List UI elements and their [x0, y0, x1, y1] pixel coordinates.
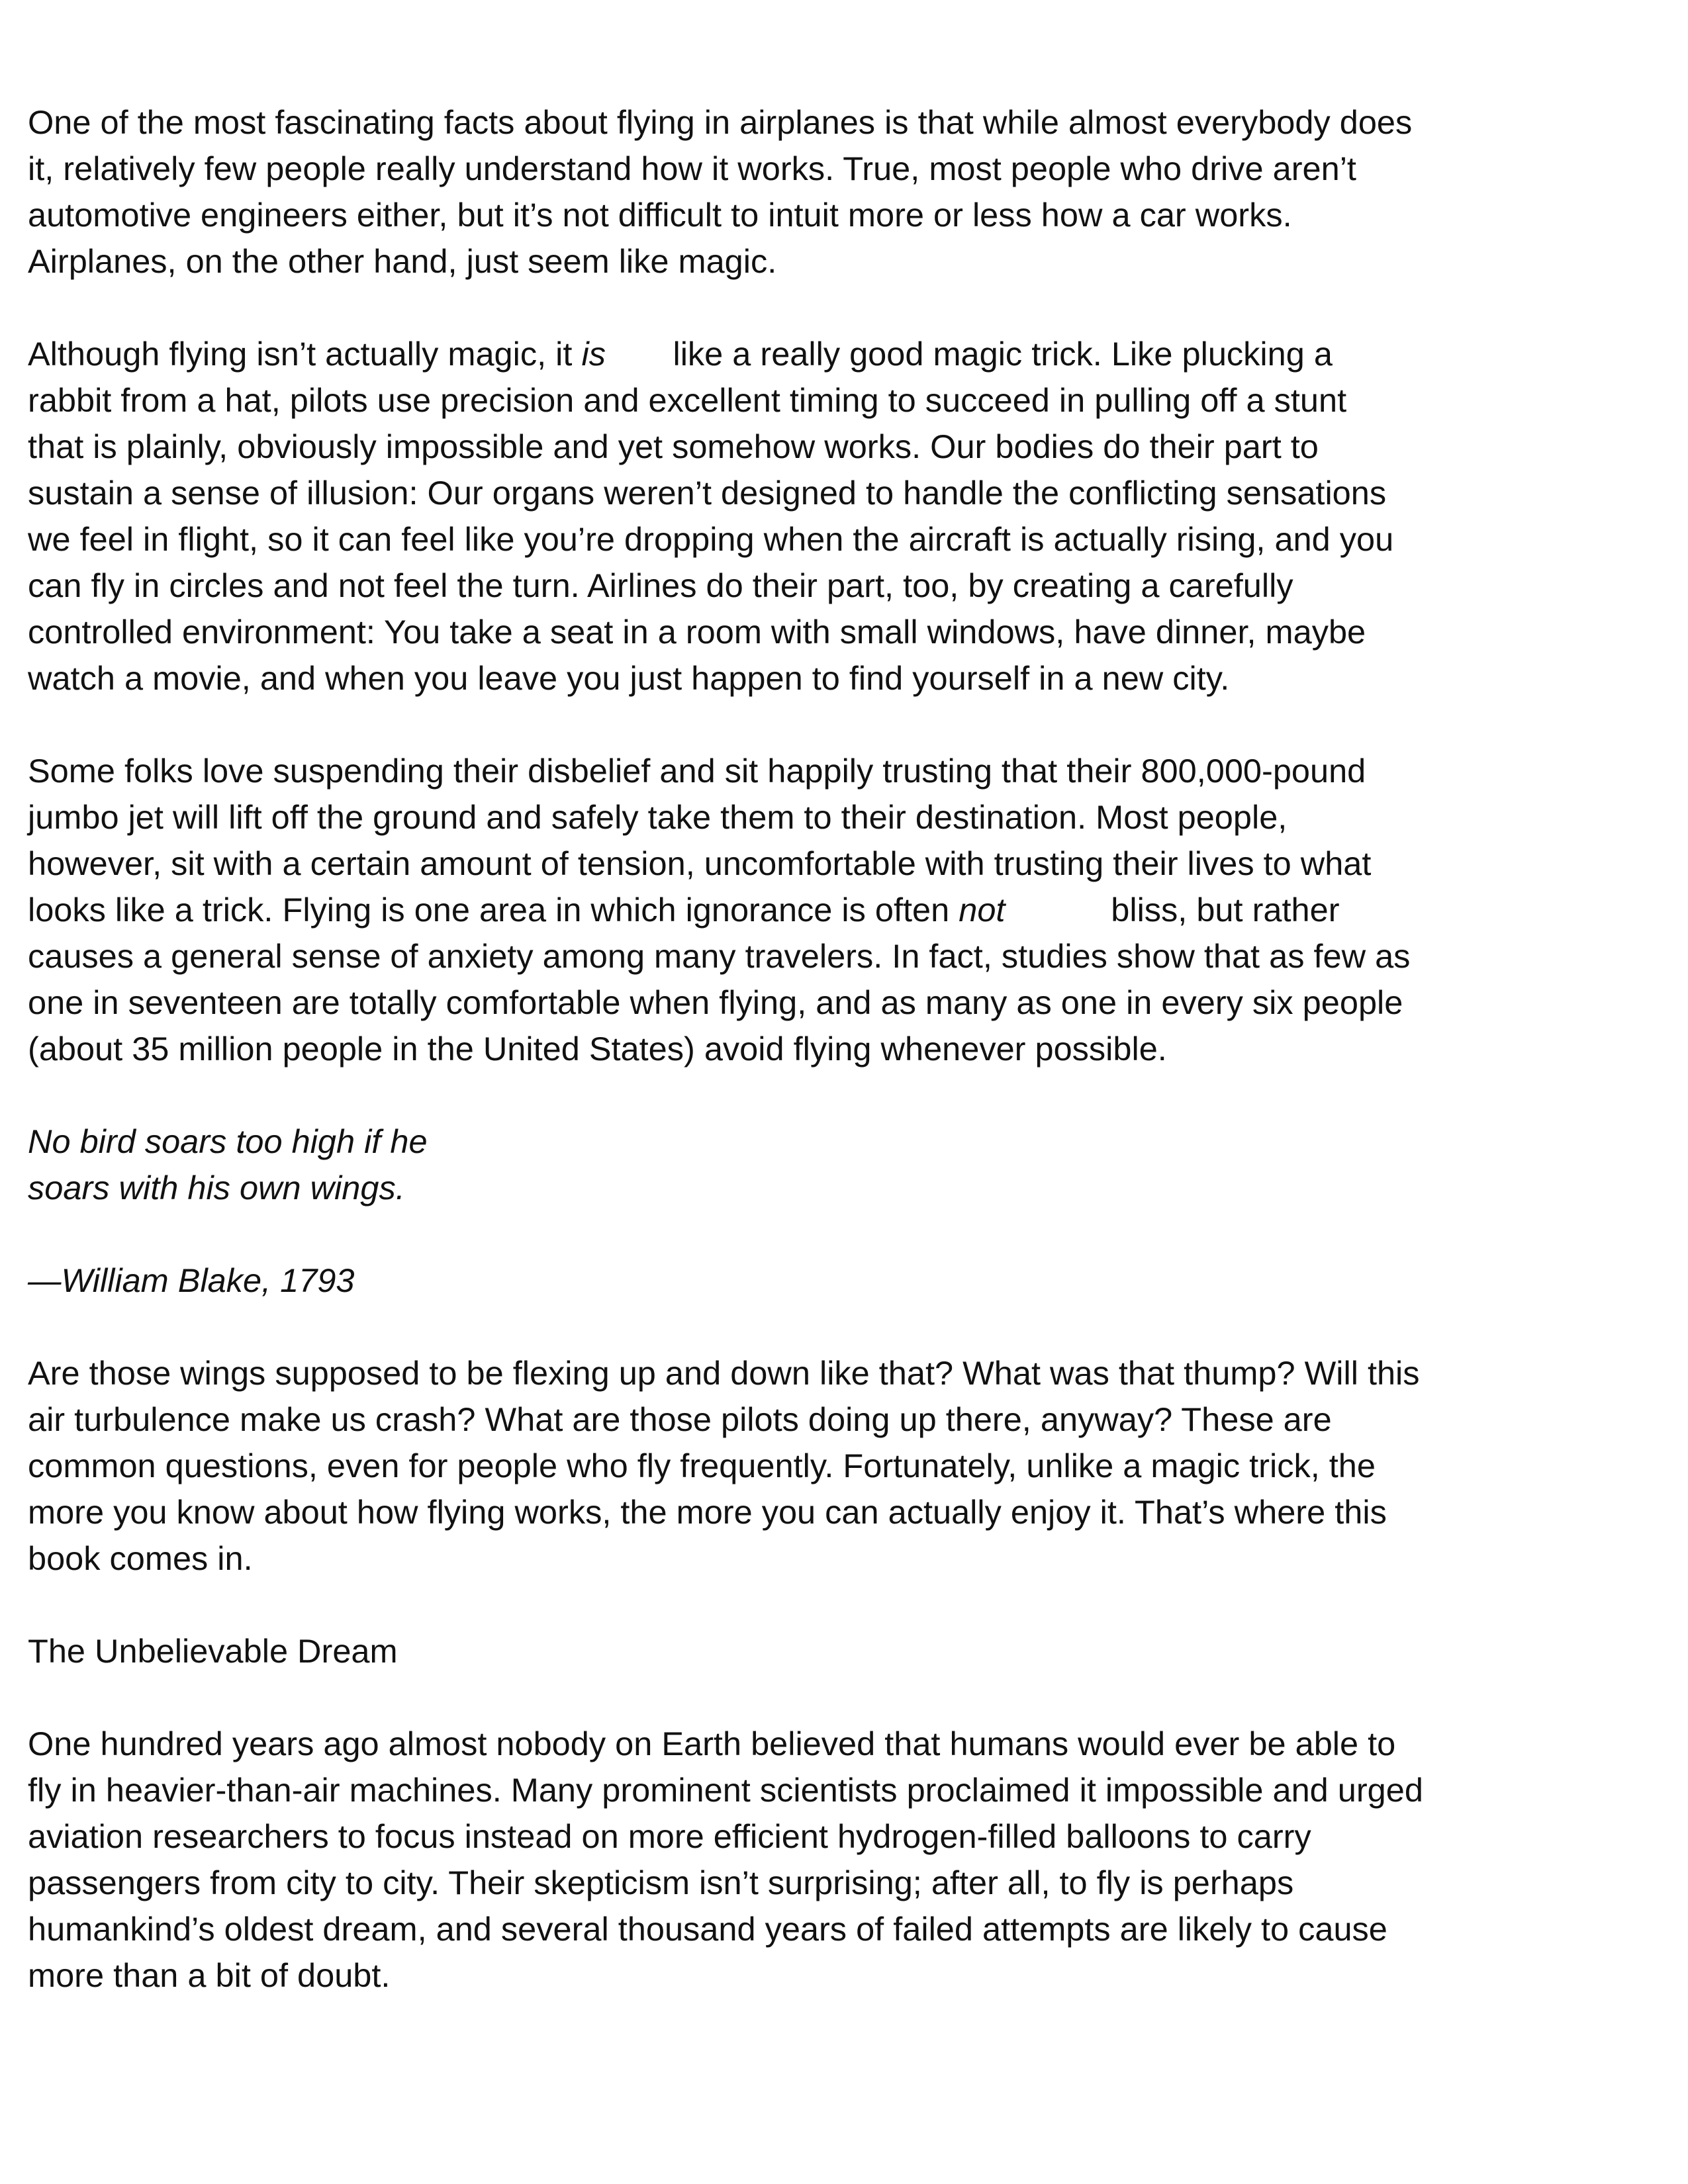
- text-line: Some folks love suspending their disbelief and sit happily trusting that their 800,000-pound: [28, 752, 1366, 790]
- paragraph-anxiety: [28, 748, 1663, 1072]
- text-line: sustain a sense of illusion: Our organs weren’t designed to handle the conflicting sensations: [28, 474, 1387, 512]
- text-segment: like a really good magic trick. Like plucking a: [673, 335, 1333, 373]
- text-line: we feel in flight, so it can feel like you’re dropping when the aircraft is actually rising, and you: [28, 520, 1394, 558]
- text-line: automotive engineers either, but it’s not difficult to intuit more or less how a car works.: [28, 196, 1292, 234]
- document-page: [28, 99, 1663, 2045]
- text-line: more than a bit of doubt.: [28, 1956, 391, 1994]
- text-line: fly in heavier-than-air machines. Many prominent scientists proclaimed it impossible and urged: [28, 1771, 1423, 1809]
- text-line: watch a movie, and when you leave you just happen to find yourself in a new city.: [28, 659, 1230, 697]
- text-line: passengers from city to city. Their skepticism isn’t surprising; after all, to fly is perhaps: [28, 1864, 1294, 1901]
- epigraph-quote: [28, 1118, 1663, 1211]
- emphasis-is: is: [581, 335, 606, 373]
- text-line: [28, 331, 1663, 377]
- text-line: common questions, even for people who fly frequently. Fortunately, unlike a magic trick, the: [28, 1447, 1376, 1484]
- text-segment: Although flying isn’t actually magic, it: [28, 335, 582, 373]
- text-line: that is plainly, obviously impossible and yet somehow works. Our bodies do their part to: [28, 428, 1319, 465]
- text-segment: bliss, but rather: [1111, 891, 1340, 929]
- text-line: [28, 887, 1663, 933]
- text-line: it, relatively few people really understand how it works. True, most people who drive aren’t: [28, 150, 1356, 187]
- text-line: air turbulence make us crash? What are those pilots doing up there, anyway? These are: [28, 1400, 1332, 1438]
- quote-line: No bird soars too high if he: [28, 1122, 428, 1160]
- text-line: one in seventeen are totally comfortable when flying, and as many as one in every six people: [28, 983, 1403, 1021]
- emphasis-not: not: [959, 891, 1006, 929]
- text-line: Are those wings supposed to be flexing up and down like that? What was that thump? Will this: [28, 1354, 1420, 1392]
- paragraph-questions: [28, 1350, 1663, 1582]
- section-heading: The Unbelievable Dream: [28, 1632, 398, 1670]
- text-segment: looks like a trick. Flying is one area in which ignorance is often: [28, 891, 959, 929]
- quote-attribution: —William Blake, 1793: [28, 1261, 355, 1299]
- paragraph-intro: [28, 99, 1663, 285]
- text-line: Airplanes, on the other hand, just seem like magic.: [28, 242, 777, 280]
- text-line: (about 35 million people in the United States) avoid flying whenever possible.: [28, 1030, 1167, 1068]
- quote-line: soars with his own wings.: [28, 1169, 405, 1206]
- paragraph-magic-trick: [28, 331, 1663, 702]
- text-line: can fly in circles and not feel the turn. Airlines do their part, too, by creating a carefully: [28, 567, 1293, 604]
- text-line: causes a general sense of anxiety among many travelers. In fact, studies show that as few as: [28, 937, 1411, 975]
- text-line: however, sit with a certain amount of tension, uncomfortable with trusting their lives to what: [28, 844, 1372, 882]
- text-line: rabbit from a hat, pilots use precision and excellent timing to succeed in pulling off a stunt: [28, 381, 1347, 419]
- text-line: jumbo jet will lift off the ground and safely take them to their destination. Most people,: [28, 798, 1288, 836]
- text-line: One of the most fascinating facts about flying in airplanes is that while almost everybody does: [28, 103, 1413, 141]
- text-line: book comes in.: [28, 1539, 253, 1577]
- text-line: One hundred years ago almost nobody on Earth believed that humans would ever be able to: [28, 1725, 1396, 1762]
- text-line: humankind’s oldest dream, and several thousand years of failed attempts are likely to cause: [28, 1910, 1387, 1948]
- paragraph-history: [28, 1721, 1663, 1999]
- text-line: aviation researchers to focus instead on more efficient hydrogen-filled balloons to carry: [28, 1817, 1311, 1855]
- text-line: controlled environment: You take a seat in a room with small windows, have dinner, maybe: [28, 613, 1366, 651]
- text-line: more you know about how flying works, the more you can actually enjoy it. That’s where this: [28, 1493, 1387, 1531]
